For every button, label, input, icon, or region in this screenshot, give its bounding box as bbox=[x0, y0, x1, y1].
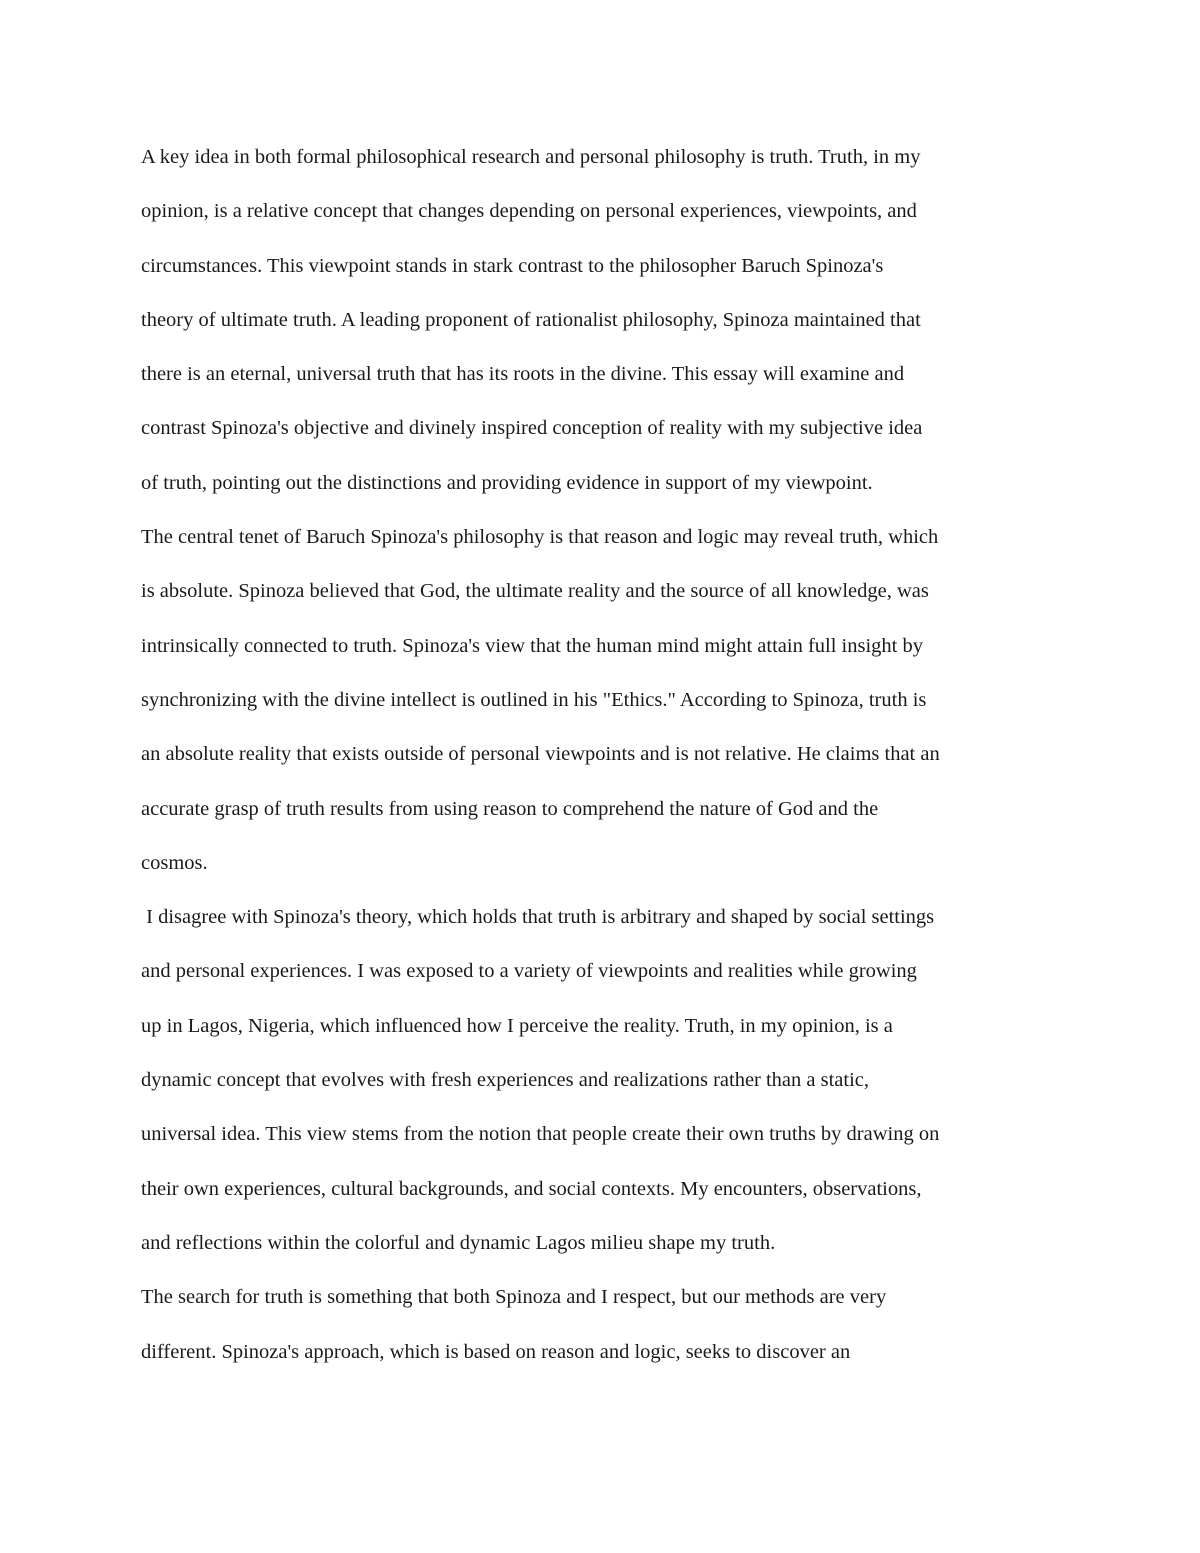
essay-body bbox=[141, 130, 1071, 1379]
text-line: is absolute. Spinoza believed that God, the ultimate reality and the source of all knowledge, was bbox=[141, 580, 929, 603]
text-line: cosmos. bbox=[141, 851, 208, 874]
text-line: opinion, is a relative concept that changes depending on personal experiences, viewpoints, and bbox=[141, 200, 917, 223]
text-line: universal idea. This view stems from the notion that people create their own truths by drawing on bbox=[141, 1123, 940, 1146]
text-line: A key idea in both formal philosophical research and personal philosophy is truth. Truth, in my bbox=[141, 146, 921, 168]
text-line: dynamic concept that evolves with fresh experiences and realizations rather than a static, bbox=[141, 1069, 870, 1092]
text-line: there is an eternal, universal truth that has its roots in the divine. This essay will examine and bbox=[141, 363, 905, 386]
text-line: and personal experiences. I was exposed to a variety of viewpoints and realities while growing bbox=[141, 960, 917, 983]
text-line: contrast Spinoza's objective and divinely inspired conception of reality with my subjective idea bbox=[141, 417, 923, 440]
text-line: synchronizing with the divine intellect is outlined in his "Ethics." According to Spinoza, truth is bbox=[141, 688, 927, 711]
text-line: The central tenet of Baruch Spinoza's philosophy is that reason and logic may reveal truth, which bbox=[141, 526, 939, 549]
text-line: I disagree with Spinoza's theory, which holds that truth is arbitrary and shaped by social settings bbox=[141, 906, 935, 929]
text-line: of truth, pointing out the distinctions and providing evidence in support of my viewpoint. bbox=[141, 471, 873, 494]
text-line: theory of ultimate truth. A leading proponent of rationalist philosophy, Spinoza maintained that bbox=[141, 308, 921, 331]
text-line: circumstances. This viewpoint stands in stark contrast to the philosopher Baruch Spinoza's bbox=[141, 254, 884, 277]
text-line: The search for truth is something that both Spinoza and I respect, but our methods are very bbox=[141, 1286, 887, 1309]
text-line: accurate grasp of truth results from using reason to comprehend the nature of God and the bbox=[141, 797, 879, 820]
text-line: up in Lagos, Nigeria, which influenced how I perceive the reality. Truth, in my opinion, is a bbox=[141, 1014, 893, 1037]
text-line: different. Spinoza's approach, which is based on reason and logic, seeks to discover an bbox=[141, 1340, 851, 1363]
text-line: an absolute reality that exists outside of personal viewpoints and is not relative. He claims that an bbox=[141, 743, 940, 766]
text-line: their own experiences, cultural backgrounds, and social contexts. My encounters, observations, bbox=[141, 1177, 922, 1200]
text-line: and reflections within the colorful and dynamic Lagos milieu shape my truth. bbox=[141, 1231, 776, 1254]
text-line: intrinsically connected to truth. Spinoza's view that the human mind might attain full insight by bbox=[141, 634, 923, 657]
